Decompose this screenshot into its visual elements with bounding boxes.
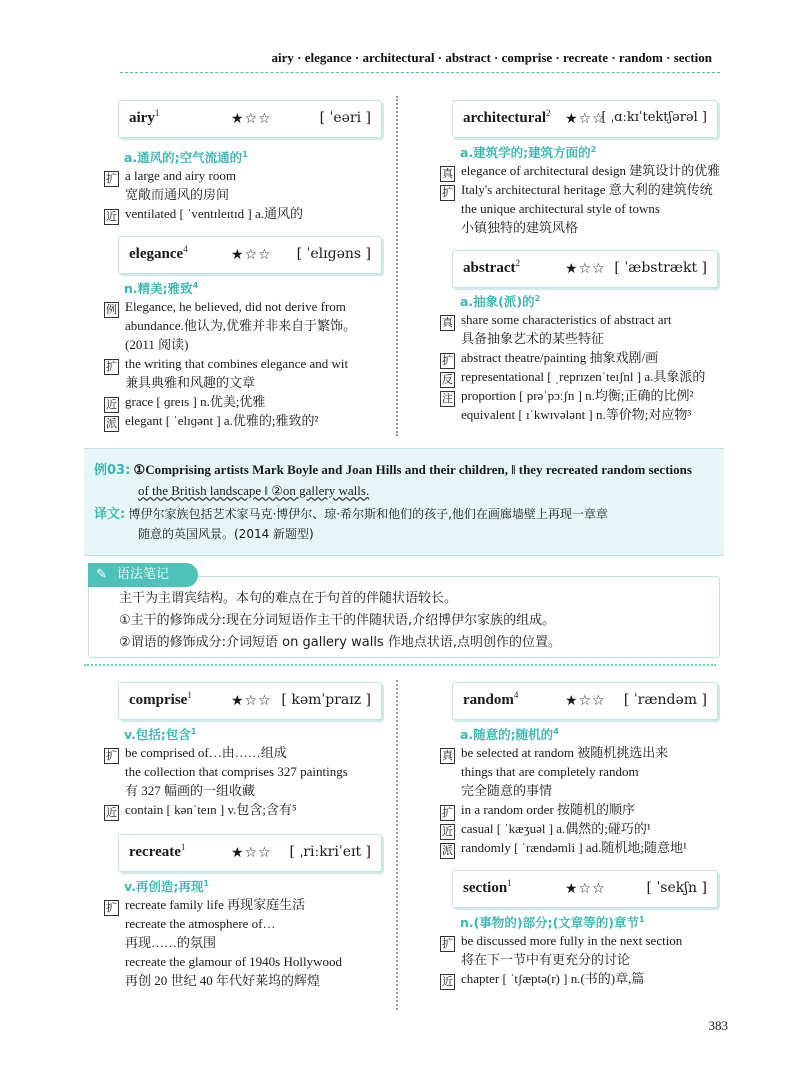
- rating-stars: ★☆☆: [565, 881, 606, 897]
- entry-line-text: 完全随意的事情: [461, 783, 553, 798]
- entry-line-tag: 扩: [106, 172, 117, 185]
- entry-line-text: in a random order 按随机的顺序: [461, 802, 636, 817]
- entry-line-text: chapter [ ˈtʃæptə(r) ] n.(书的)章,篇: [461, 971, 645, 986]
- page-header: [0, 0, 800, 96]
- entry-line-text: things that are completely random: [461, 764, 639, 779]
- entry-line: [440, 800, 635, 821]
- entry-card-recreate: [118, 834, 382, 872]
- headword: elegance$^4$: [129, 244, 188, 262]
- header-keywords: airy · elegance · architectural · abstract · comprise · recreate · random · section: [271, 50, 712, 65]
- grammar-line: 主干为主谓宾结构。本句的难点在于句首的伴随状语较长。: [119, 591, 458, 606]
- entry-line: [440, 931, 682, 952]
- headword: random$^4$: [463, 690, 519, 708]
- entry-line-text: elegance of architectural design 建筑设计的优雅: [461, 163, 721, 178]
- entry-line: [104, 354, 348, 375]
- entry-line: [104, 411, 318, 432]
- entry-line: [104, 952, 342, 971]
- entry-line: [104, 166, 236, 187]
- rating-stars: ★☆☆: [565, 693, 606, 709]
- headword: abstract$^2$: [463, 258, 520, 276]
- column-divider: [396, 96, 408, 436]
- entry-line: [440, 762, 639, 781]
- headword: comprise$^1$: [129, 690, 192, 708]
- entry-line-tag: 扩: [442, 806, 453, 819]
- entry-line: [104, 781, 255, 800]
- entry-line: [440, 386, 693, 407]
- entry-line: [104, 895, 305, 916]
- entry-line-text: representational [ ˌreprɪzenˈteɪʃnl ] a.具象派的: [461, 369, 706, 384]
- example-line-1: 例03: ①Comprising artists Mark Boyle and Joan Hills and their children, ‖ they recreated random sections: [94, 462, 692, 478]
- entry-line: [440, 218, 578, 237]
- part-of-speech: v.再创造;再现$^1$: [124, 878, 209, 894]
- pronunciation: [ ˈelɪɡəns ]: [296, 246, 371, 262]
- rating-stars: ★☆☆: [231, 111, 272, 127]
- entry-line-text: recreate family life 再现家庭生活: [125, 897, 306, 912]
- entry-line-text: the unique architectural style of towns: [461, 201, 660, 216]
- entry-card-airy: [118, 100, 382, 138]
- entry-line-text: Elegance, he believed, did not derive from: [125, 299, 346, 314]
- entry-line: [440, 781, 552, 800]
- entry-line-tag: 近: [106, 210, 117, 223]
- translation-line-2: 随意的英国风景。(2014 新题型): [138, 527, 314, 541]
- pronunciation: [ ˈæbstrækt ]: [614, 260, 707, 276]
- part-of-speech: v.包括;包含$^1$: [124, 726, 197, 742]
- entry-line: [440, 161, 720, 182]
- part-of-speech: n.(事物的)部分;(文章等的)章节$^1$: [460, 914, 645, 930]
- header-rule: [120, 72, 720, 73]
- translation-label: 译文:: [94, 507, 126, 522]
- headword: section$^1$: [463, 878, 512, 896]
- entry-line-text: elegant [ ˈelɪɡənt ] a.优雅的;雅致的²: [125, 413, 319, 428]
- entry-line-text: casual [ ˈkæʒuəl ] a.偶然的;碰巧的¹: [461, 821, 651, 836]
- entry-card-section: [452, 870, 718, 908]
- part-of-speech: a.抽象(派)的$^2$: [460, 293, 541, 309]
- entry-line-text: the writing that combines elegance and wit: [125, 356, 349, 371]
- entry-line: [440, 310, 671, 331]
- entry-line: [440, 819, 651, 840]
- entry-line-tag: 扩: [106, 749, 117, 762]
- entry-line: [104, 743, 287, 764]
- entry-line-tag: 扩: [442, 186, 453, 199]
- example-line-2: of the British landscape ‖ ②on gallery walls.: [138, 483, 370, 498]
- rating-stars: ★☆☆: [565, 111, 606, 127]
- entry-line: [440, 367, 705, 388]
- entry-card-comprise: [118, 682, 382, 720]
- entry-line-tag: 扩: [106, 360, 117, 373]
- example-box: [84, 448, 724, 556]
- entry-line-text: be selected at random 被随机挑选出来: [461, 745, 669, 760]
- rating-stars: ★☆☆: [231, 247, 272, 263]
- entry-line-text: equivalent [ ɪˈkwɪvələnt ] n.等价物;对应物³: [461, 407, 692, 422]
- entry-line: [440, 838, 687, 859]
- entry-card-random: [452, 682, 718, 720]
- entry-line-text: the collection that comprises 327 paintings: [125, 764, 348, 779]
- entry-line-text: 再创 20 世纪 40 年代好莱坞的辉煌: [125, 973, 321, 988]
- entry-line-tag: 近: [106, 806, 117, 819]
- entry-card-abstract: [452, 250, 718, 288]
- entry-line-tag: 反: [442, 373, 453, 386]
- entry-line-text: 再现……的氛围: [125, 935, 217, 950]
- entry-line-tag: 真: [442, 167, 453, 180]
- entry-line-text: 有 327 幅画的一组收藏: [125, 783, 256, 798]
- pronunciation: [ ˈeəri ]: [319, 110, 371, 126]
- entry-line: [104, 373, 255, 392]
- entry-line-text: a large and airy room: [125, 168, 236, 183]
- grammar-line: ②谓语的修饰成分:介词短语 on gallery walls 作地点状语,点明创作的位置。: [119, 635, 561, 650]
- entry-line-text: be discussed more fully in the next section: [461, 933, 683, 948]
- part-of-speech: a.建筑学的;建筑方面的$^2$: [460, 144, 597, 160]
- entry-line: [104, 185, 229, 204]
- entry-line-tag: 扩: [442, 937, 453, 950]
- entry-line: [440, 199, 660, 218]
- entry-line-tag: 例: [106, 303, 117, 316]
- entry-line-tag: 派: [442, 844, 453, 857]
- translation-line-1: 译文: 博伊尔家族包括艺术家马克·博伊尔、琼·希尔斯和他们的孩子,他们在画廊墙壁上再现一章章: [94, 507, 608, 522]
- entry-line: [440, 348, 658, 369]
- entry-line: [440, 180, 713, 201]
- rating-stars: ★☆☆: [231, 693, 272, 709]
- entry-line-tag: 真: [442, 316, 453, 329]
- entry-line: [104, 316, 356, 335]
- entry-line: [440, 405, 691, 424]
- entry-line-text: proportion [ prəˈpɔːʃn ] n.均衡;正确的比例²: [461, 388, 694, 403]
- entry-line-tag: 注: [442, 392, 453, 405]
- entry-line-tag: 近: [442, 975, 453, 988]
- entry-line: [104, 971, 320, 990]
- entry-line: [440, 969, 644, 990]
- entry-line-tag: 真: [442, 749, 453, 762]
- headword: airy$^1$: [129, 108, 160, 126]
- entry-line-text: abundance.他认为,优雅并非来自于繁饰。: [125, 318, 357, 333]
- entry-line: [440, 743, 668, 764]
- entry-line-text: ventilated [ ˈventɪleɪtɪd ] a.通风的: [125, 206, 303, 221]
- pronunciation: [ ˌɑːkɪˈtektʃərəl ]: [601, 110, 707, 125]
- entry-line-text: abstract theatre/painting 抽象戏剧/画: [461, 350, 659, 365]
- pronunciation: [ kəmˈpraɪz ]: [281, 692, 371, 708]
- entry-card-elegance: [118, 236, 382, 274]
- entry-line-tag: 近: [106, 398, 117, 411]
- headword: architectural$^2$: [463, 108, 551, 126]
- part-of-speech: n.精美;雅致$^4$: [124, 280, 199, 296]
- entry-line: [104, 800, 297, 821]
- section-separator: [84, 664, 716, 666]
- entry-line-text: 小镇独特的建筑风格: [461, 220, 579, 235]
- entry-line-text: share some characteristics of abstract art: [461, 312, 672, 327]
- entry-line-text: (2011 阅读): [125, 337, 189, 352]
- entry-line-text: randomly [ ˈrændəmli ] ad.随机地;随意地¹: [461, 840, 687, 855]
- entry-line-text: 宽敞而通风的房间: [125, 187, 230, 202]
- part-of-speech: a.通风的;空气流通的$^1$: [124, 149, 248, 165]
- entry-line: [104, 933, 216, 952]
- column-divider: [396, 680, 408, 1010]
- entry-line: [104, 204, 303, 225]
- entry-line-text: grace [ ɡreɪs ] n.优美;优雅: [125, 394, 266, 409]
- entry-line: [440, 950, 630, 969]
- entry-card-architectural: [452, 100, 718, 138]
- pronunciation: [ ˈsekʃn ]: [646, 880, 707, 896]
- rating-stars: ★☆☆: [565, 261, 606, 277]
- rating-stars: ★☆☆: [231, 845, 272, 861]
- entry-line-tag: 近: [442, 825, 453, 838]
- grammar-note-box: [88, 576, 720, 658]
- pronunciation: [ ˈrændəm ]: [623, 692, 707, 708]
- entry-line-text: contain [ kənˈteɪn ] v.包含;含有⁵: [125, 802, 297, 817]
- entry-line: [104, 297, 346, 318]
- entry-line-text: 将在下一节中有更充分的讨论: [461, 952, 631, 967]
- entry-line-tag: 扩: [442, 354, 453, 367]
- entry-line-text: be comprised of…由……组成: [125, 745, 287, 760]
- entry-line-text: recreate the glamour of 1940s Hollywood: [125, 954, 342, 969]
- pen-icon: ✎: [96, 567, 107, 582]
- page-number: 383: [708, 1018, 728, 1033]
- entry-line-text: recreate the atmosphere of…: [125, 916, 276, 931]
- entry-line: [104, 914, 276, 933]
- pronunciation: [ ˌriːkriˈeɪt ]: [289, 844, 371, 860]
- entry-line-text: 具备抽象艺术的某些特征: [461, 331, 605, 346]
- entry-line: [440, 329, 604, 348]
- part-of-speech: a.随意的;随机的$^4$: [460, 726, 559, 742]
- entry-line-text: 兼具典雅和风趣的文章: [125, 375, 256, 390]
- grammar-line: ①主干的修饰成分:现在分词短语作主干的伴随状语,介绍博伊尔家族的组成。: [119, 613, 556, 628]
- entry-line-tag: 派: [106, 417, 117, 430]
- grammar-note-title: ✎ 语法笔记: [88, 563, 198, 587]
- entry-line-tag: 扩: [106, 901, 117, 914]
- entry-line-text: Italy's architectural heritage 意大利的建筑传统: [461, 182, 713, 197]
- headword: recreate$^1$: [129, 842, 186, 860]
- entry-line: [104, 335, 188, 354]
- entry-line: [104, 392, 265, 413]
- entry-line: [104, 762, 348, 781]
- example-label: 例03:: [94, 463, 131, 478]
